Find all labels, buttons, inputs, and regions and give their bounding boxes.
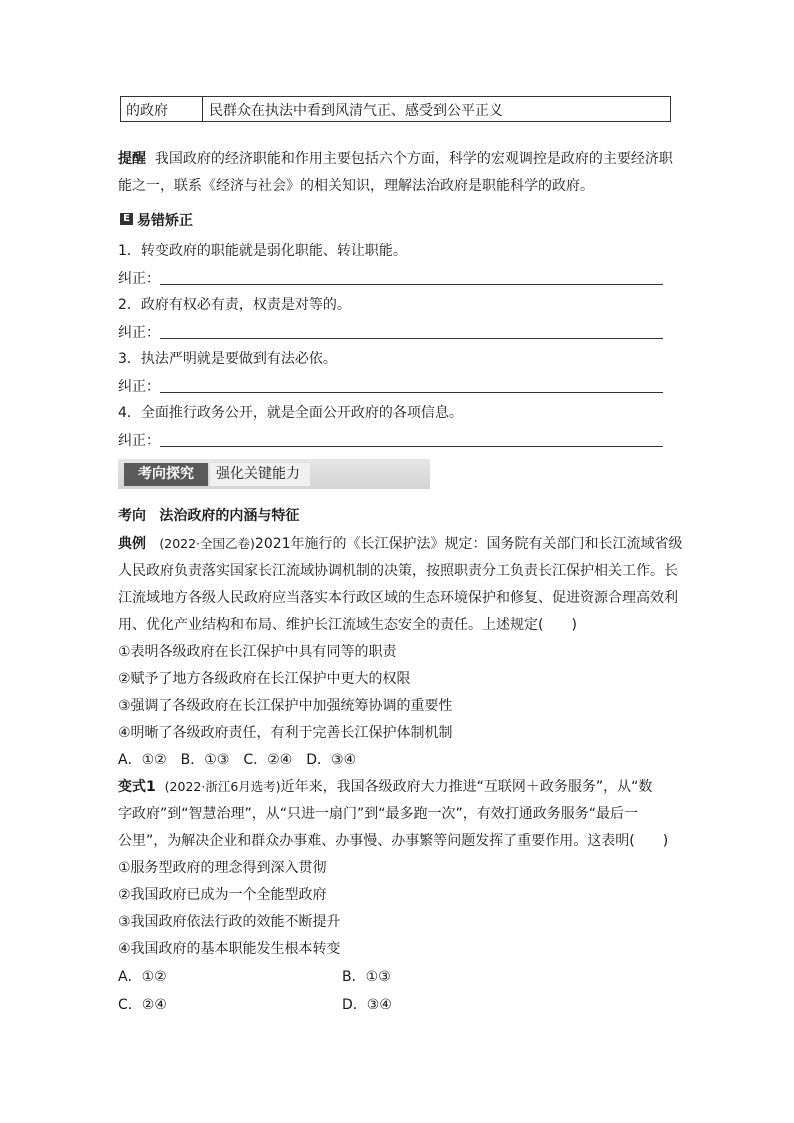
example-label: 典例 [118, 536, 146, 552]
correction-statement-3: 3．执法严明就是要做到有法必依。 [118, 351, 337, 367]
table-cell-left: 的政府 [121, 97, 203, 121]
example-text-3: 江流域地方各级人民政府应当落实本行政区域的生态环境保护和修复、促进资源合理高效利 [118, 590, 678, 606]
section-title: 易错矫正 [137, 213, 193, 229]
variant-source: (2022·浙江6月选考) [164, 779, 281, 794]
answer-line-3[interactable] [160, 392, 663, 393]
example-text-4: 用、优化产业结构和布局、维护长江流域生态安全的责任。上述规定( ) [118, 617, 577, 633]
variant-answer-c: C．②④ [118, 997, 167, 1013]
table-fragment [120, 96, 671, 122]
table-cell-right: 民群众在执法中看到风清气正、感受到公平正义 [209, 103, 503, 119]
variant-text-1: 近年来，我国各级政府大力推进“互联网＋政务服务”，从“数 [280, 779, 653, 795]
correction-statement-1: 1．转变政府的职能就是弱化职能、转让职能。 [118, 243, 407, 259]
answer-line-4[interactable] [160, 446, 663, 447]
variant-option-2: ②我国政府已成为一个全能型政府 [118, 887, 327, 903]
tip-label: 提醒 [118, 151, 146, 167]
answer-line-1[interactable] [160, 284, 663, 285]
correction-label-1: 纠正： [118, 271, 160, 287]
variant-answer-b: B．①③ [342, 969, 391, 985]
example-line-1 [118, 535, 683, 553]
correction-statement-2: 2．政府有权必有责，权责是对等的。 [118, 297, 351, 313]
variant-option-1: ①服务型政府的理念得到深入贯彻 [118, 860, 327, 876]
variant-line-1 [118, 778, 652, 796]
example-option-1: ①表明各级政府在长江保护中具有同等的职责 [118, 644, 397, 660]
answer-line-2[interactable] [160, 338, 663, 339]
example-text-2: 人民政府负责落实国家长江流域协调机制的决策，按照职责分工负责长江保护相关工作。长 [118, 563, 678, 579]
correction-label-3: 纠正： [118, 379, 160, 395]
example-answer-choices: A．①② B．①③ C．②④ D．③④ [118, 752, 357, 768]
direction-title: 法治政府的内涵与特征 [159, 508, 300, 524]
correction-statement-4: 4．全面推行政务公开，就是全面公开政府的各项信息。 [118, 405, 463, 421]
example-source: (2022·全国乙卷) [159, 536, 255, 551]
variant-option-3: ③我国政府依法行政的效能不断提升 [118, 914, 341, 930]
example-text-1: 2021年施行的《长江保护法》规定：国务院有关部门和长江流域省级 [254, 536, 683, 552]
example-option-3: ③强调了各级政府在长江保护中加强统筹协调的重要性 [118, 698, 453, 714]
variant-text-2: 字政府”到“智慧治理”，从“只进一扇门”到“最多跑一次”，有效打通政务服务“最后一 [118, 806, 639, 822]
example-option-2: ②赋予了地方各级政府在长江保护中更大的权限 [118, 671, 411, 687]
tip-text-1: 我国政府的经济职能和作用主要包括六个方面，科学的宏观调控是政府的主要经济职 [154, 151, 673, 167]
tip-line-1 [118, 150, 673, 168]
direction-label: 考向 [118, 508, 146, 524]
variant-label: 变式1 [118, 779, 156, 795]
variant-text-3: 公里”，为解决企业和群众办事难、办事慢、办事繁等问题发挥了重要作用。这表明( ) [118, 833, 669, 849]
variant-option-4: ④我国政府的基本职能发生根本转变 [118, 941, 341, 957]
variant-answer-a: A．①② [118, 969, 167, 985]
direction-heading [118, 507, 299, 525]
tip-text-2: 能之一，联系《经济与社会》的相关知识，理解法治政府是职能科学的政府。 [118, 178, 594, 194]
example-option-4: ④明晰了各级政府责任，有利于完善长江保护体制机制 [118, 725, 453, 741]
section-icon: E [120, 213, 133, 225]
correction-label-4: 纠正： [118, 433, 160, 449]
correction-label-2: 纠正： [118, 325, 160, 341]
banner-label: 考向探究 [124, 463, 208, 486]
variant-answer-d: D．③④ [342, 997, 392, 1013]
banner-subtitle: 强化关键能力 [210, 463, 310, 486]
